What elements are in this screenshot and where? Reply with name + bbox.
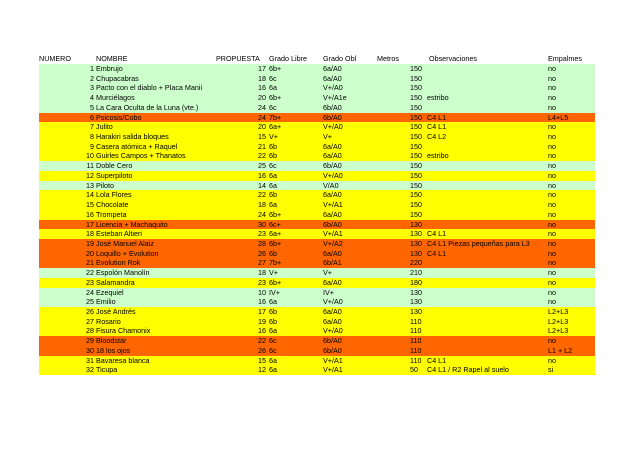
route-number: 27 — [86, 316, 94, 326]
route-metros: 130 — [410, 238, 422, 248]
route-metros: 150 — [410, 161, 422, 171]
route-number: 24 — [86, 287, 94, 297]
route-grado-obl: V+/A1 — [323, 365, 343, 375]
route-empalmes: no — [548, 219, 556, 229]
route-empalmes: no — [548, 93, 556, 103]
route-number: 19 — [86, 238, 94, 248]
route-propuesta: 24 — [258, 102, 266, 112]
route-metros: 150 — [410, 93, 422, 103]
route-grado-obl: 6a/A0 — [323, 306, 342, 316]
route-number: 3 — [90, 83, 94, 93]
route-propuesta: 20 — [258, 122, 266, 132]
route-metros: 150 — [410, 73, 422, 83]
route-grado-libre: 6c+ — [269, 219, 281, 229]
route-propuesta: 27 — [258, 258, 266, 268]
route-metros: 150 — [410, 180, 422, 190]
route-name: Casera atómica + Raquel — [96, 141, 178, 151]
route-metros: 150 — [410, 170, 422, 180]
route-number: 25 — [86, 297, 94, 307]
header-nombre: NOMBRE — [96, 54, 128, 63]
table-row — [0, 346, 640, 356]
route-metros: 110 — [410, 355, 422, 365]
route-name: Julito — [96, 122, 113, 132]
route-empalmes: no — [548, 229, 556, 239]
route-grado-libre: V+ — [269, 132, 278, 142]
route-grado-libre: V+ — [269, 268, 278, 278]
route-grado-libre: 6c — [269, 161, 277, 171]
header-empalmes: Empalmes — [548, 54, 582, 63]
table-row — [0, 317, 640, 327]
route-name: Piloto — [96, 180, 114, 190]
table-row — [0, 210, 640, 220]
route-grado-libre: 6c — [269, 102, 277, 112]
header-grado-obl: Grado Obl — [323, 54, 357, 63]
route-propuesta: 22 — [258, 151, 266, 161]
table-row — [0, 190, 640, 200]
route-grado-libre: 6c — [269, 73, 277, 83]
header-grado-libre: Grado Libre — [269, 54, 307, 63]
route-number: 32 — [86, 365, 94, 375]
route-number: 11 — [86, 161, 94, 171]
route-metros: 150 — [410, 122, 422, 132]
route-grado-libre: 6b — [269, 306, 277, 316]
route-propuesta: 20 — [258, 93, 266, 103]
route-empalmes: no — [548, 268, 556, 278]
route-empalmes: L2+L3 — [548, 306, 569, 316]
route-grado-obl: 6a/A0 — [323, 316, 342, 326]
header-numero: NUMERO — [39, 54, 71, 63]
route-number: 6 — [90, 112, 94, 122]
route-empalmes: no — [548, 102, 556, 112]
route-propuesta: 16 — [258, 170, 266, 180]
route-empalmes: no — [548, 336, 556, 346]
route-number: 14 — [86, 190, 94, 200]
route-metros: 220 — [410, 258, 422, 268]
route-empalmes: no — [548, 180, 556, 190]
route-metros: 130 — [410, 297, 422, 307]
route-propuesta: 25 — [258, 161, 266, 171]
route-number: 4 — [90, 93, 94, 103]
table-row — [0, 356, 640, 366]
table-row — [0, 142, 640, 152]
route-propuesta: 23 — [258, 229, 266, 239]
route-grado-libre: 6a — [269, 355, 277, 365]
route-grado-libre: 6c — [269, 336, 277, 346]
route-grado-libre: 6a — [269, 170, 277, 180]
route-propuesta: 16 — [258, 326, 266, 336]
table-row — [0, 220, 640, 230]
route-empalmes: no — [548, 73, 556, 83]
table-row — [0, 113, 640, 123]
route-grado-libre: 6b — [269, 151, 277, 161]
route-propuesta: 22 — [258, 336, 266, 346]
route-name: Pacto con el diablo + Placa Manii — [96, 83, 203, 93]
route-metros: 130 — [410, 248, 422, 258]
route-number: 28 — [86, 326, 94, 336]
route-metros: 110 — [410, 326, 422, 336]
route-name: Doble Cero — [96, 161, 133, 171]
table-row — [0, 83, 640, 93]
table-row — [0, 103, 640, 113]
route-empalmes: L2+L3 — [548, 326, 569, 336]
route-observaciones: estribo — [427, 93, 449, 103]
route-empalmes: no — [548, 64, 556, 73]
table-row — [0, 326, 640, 336]
route-grado-obl: IV+ — [323, 287, 334, 297]
table-row — [0, 278, 640, 288]
route-propuesta: 15 — [258, 355, 266, 365]
route-propuesta: 19 — [258, 316, 266, 326]
route-propuesta: 23 — [258, 277, 266, 287]
route-number: 23 — [86, 277, 94, 287]
route-grado-libre: 6b+ — [269, 64, 282, 73]
route-grado-obl: V+/A1 — [323, 229, 343, 239]
route-propuesta: 18 — [258, 268, 266, 278]
route-name: José Andrés — [96, 306, 136, 316]
route-name: Embrujo — [96, 64, 123, 73]
route-propuesta: 18 — [258, 73, 266, 83]
route-metros: 150 — [410, 190, 422, 200]
table-row — [0, 151, 640, 161]
route-grado-obl: 6a/A0 — [323, 151, 342, 161]
table-row — [0, 93, 640, 103]
table-row — [0, 229, 640, 239]
route-empalmes: no — [548, 151, 556, 161]
route-observaciones: C4 L1 — [427, 112, 447, 122]
route-name: Loquillo + Evolution — [96, 248, 159, 258]
route-name: Evolution Rok — [96, 258, 141, 268]
route-empalmes: no — [548, 297, 556, 307]
route-number: 31 — [86, 355, 94, 365]
route-empalmes: no — [548, 258, 556, 268]
route-grado-obl: V+/A0 — [323, 83, 343, 93]
route-grado-obl: 6a/A0 — [323, 277, 342, 287]
route-name: Rosario — [96, 316, 121, 326]
route-grado-obl: 6a/A0 — [323, 73, 342, 83]
route-propuesta: 17 — [258, 306, 266, 316]
route-observaciones: C4 L1 — [427, 229, 447, 239]
route-grado-libre: 6b+ — [269, 209, 282, 219]
route-grado-obl: 6b/A1 — [323, 258, 342, 268]
route-name: Ticupa — [96, 365, 118, 375]
route-number: 8 — [90, 132, 94, 142]
route-observaciones: C4 L1 — [427, 355, 447, 365]
route-propuesta: 16 — [258, 83, 266, 93]
route-grado-obl: 6b/A0 — [323, 112, 342, 122]
route-name: Fisura Chamonix — [96, 326, 151, 336]
table-row — [0, 297, 640, 307]
route-metros: 180 — [410, 277, 422, 287]
route-metros: 150 — [410, 132, 422, 142]
route-grado-obl: 6b/A0 — [323, 161, 342, 171]
route-empalmes: no — [548, 287, 556, 297]
route-number: 10 — [86, 151, 94, 161]
route-propuesta: 18 — [258, 200, 266, 210]
route-name: Ezequiel — [96, 287, 124, 297]
route-number: 7 — [90, 122, 94, 132]
route-propuesta: 21 — [258, 141, 266, 151]
route-metros: 110 — [410, 316, 422, 326]
route-grado-obl: V+/A1e — [323, 93, 347, 103]
route-metros: 130 — [410, 287, 422, 297]
route-number: 12 — [86, 170, 94, 180]
route-name: Licencia + Machaquito — [96, 219, 168, 229]
route-grado-obl: 6a/A0 — [323, 209, 342, 219]
route-metros: 110 — [410, 345, 422, 355]
route-metros: 150 — [410, 209, 422, 219]
route-name: Chocolate — [96, 200, 129, 210]
route-grado-libre: 6a — [269, 365, 277, 375]
route-name: Salamandra — [96, 277, 135, 287]
table-row — [0, 181, 640, 191]
route-grado-obl: V+/A0 — [323, 170, 343, 180]
route-metros: 110 — [410, 336, 422, 346]
route-name: Esteban Altieri — [96, 229, 142, 239]
route-number: 13 — [86, 180, 94, 190]
route-grado-libre: 6b — [269, 190, 277, 200]
route-name: Bavaresa blanca — [96, 355, 150, 365]
route-name: José Manuel Alaiz — [96, 238, 154, 248]
table-row — [0, 132, 640, 142]
route-empalmes: no — [548, 355, 556, 365]
route-number: 30 — [86, 345, 94, 355]
route-name: Trompeta — [96, 209, 127, 219]
route-number: 5 — [90, 102, 94, 112]
route-empalmes: L4+L5 — [548, 112, 569, 122]
route-propuesta: 12 — [258, 365, 266, 375]
route-name: La Cara Oculta de la Luna (vte.) — [96, 102, 199, 112]
header-metros: Metros — [377, 54, 399, 63]
table-row — [0, 74, 640, 84]
route-metros: 150 — [410, 64, 422, 73]
route-grado-libre: 6b — [269, 316, 277, 326]
route-name: Lola Flores — [96, 190, 132, 200]
route-grado-obl: 6b/A0 — [323, 345, 342, 355]
table-row — [0, 258, 640, 268]
header-propuesta: PROPUESTA — [216, 54, 260, 63]
route-observaciones: C4 L1 — [427, 122, 447, 132]
route-name: Harakiri salida bloques — [96, 132, 169, 142]
route-grado-obl: 6a/A0 — [323, 248, 342, 258]
route-propuesta: 30 — [258, 219, 266, 229]
route-observaciones: C4 L1 / R2 Rapel al suelo — [427, 365, 509, 375]
route-grado-obl: 6a/A0 — [323, 141, 342, 151]
route-empalmes: L2+L3 — [548, 316, 569, 326]
route-grado-libre: 6c — [269, 345, 277, 355]
route-grado-libre: 6b+ — [269, 238, 282, 248]
route-metros: 150 — [410, 83, 422, 93]
route-grado-obl: 6a/A0 — [323, 64, 342, 73]
route-empalmes: no — [548, 277, 556, 287]
route-metros: 130 — [410, 219, 422, 229]
route-grado-obl: V+ — [323, 132, 332, 142]
route-grado-libre: 6a — [269, 326, 277, 336]
route-grado-libre: 6a — [269, 200, 277, 210]
route-empalmes: si — [548, 365, 554, 375]
route-name: Bloodstar — [96, 336, 127, 346]
route-number: 17 — [86, 219, 94, 229]
table-row — [0, 64, 640, 74]
route-number: 9 — [90, 141, 94, 151]
table-row — [0, 288, 640, 298]
route-grado-obl: V+/A2 — [323, 238, 343, 248]
route-empalmes: no — [548, 132, 556, 142]
route-observaciones: C4 L1 — [427, 248, 447, 258]
table-row — [0, 161, 640, 171]
route-number: 29 — [86, 336, 94, 346]
header-row — [0, 54, 640, 64]
route-propuesta: 26 — [258, 248, 266, 258]
route-grado-obl: V+/A1 — [323, 355, 343, 365]
route-grado-libre: 6b+ — [269, 277, 282, 287]
table-row — [0, 307, 640, 317]
table-row — [0, 249, 640, 259]
route-empalmes: no — [548, 209, 556, 219]
route-name: Psicosis/Cobo — [96, 112, 142, 122]
route-observaciones: C4 L1 Piezas pequeñas para L3 — [427, 238, 530, 248]
route-empalmes: no — [548, 141, 556, 151]
table-row — [0, 200, 640, 210]
route-propuesta: 10 — [258, 287, 266, 297]
table-row — [0, 171, 640, 181]
route-empalmes: no — [548, 200, 556, 210]
route-empalmes: no — [548, 170, 556, 180]
route-grado-libre: 7b+ — [269, 258, 282, 268]
route-number: 21 — [86, 258, 94, 268]
table-row — [0, 239, 640, 249]
route-grado-obl: V+/A0 — [323, 122, 343, 132]
route-number: 15 — [86, 200, 94, 210]
route-metros: 150 — [410, 102, 422, 112]
route-metros: 50 — [410, 365, 418, 375]
route-empalmes: no — [548, 190, 556, 200]
route-number: 20 — [86, 248, 94, 258]
route-metros: 150 — [410, 112, 422, 122]
route-metros: 130 — [410, 229, 422, 239]
route-number: 16 — [86, 209, 94, 219]
route-metros: 150 — [410, 151, 422, 161]
route-propuesta: 24 — [258, 209, 266, 219]
route-name: Superpiloto — [96, 170, 133, 180]
route-propuesta: 15 — [258, 132, 266, 142]
route-name: Murciélagos — [96, 93, 135, 103]
route-grado-obl: 6b/A0 — [323, 219, 342, 229]
route-grado-libre: 6b+ — [269, 93, 282, 103]
route-propuesta: 22 — [258, 190, 266, 200]
route-name: Chupacabras — [96, 73, 139, 83]
route-empalmes: no — [548, 161, 556, 171]
header-observaciones: Observaciones — [429, 54, 477, 63]
route-metros: 150 — [410, 141, 422, 151]
table-row — [0, 365, 640, 375]
route-observaciones: C4 L2 — [427, 132, 447, 142]
route-grado-obl: V/A0 — [323, 180, 339, 190]
route-grado-obl: 6b/A0 — [323, 102, 342, 112]
route-propuesta: 14 — [258, 180, 266, 190]
table-row — [0, 122, 640, 132]
route-empalmes: L1 + L2 — [548, 345, 573, 355]
route-grado-obl: 6b/A0 — [323, 336, 342, 346]
route-empalmes: no — [548, 83, 556, 93]
route-metros: 130 — [410, 306, 422, 316]
route-grado-libre: 6a+ — [269, 122, 282, 132]
route-table-body — [0, 64, 640, 375]
route-grado-obl: V+/A0 — [323, 326, 343, 336]
route-grado-libre: IV+ — [269, 287, 280, 297]
route-number: 1 — [90, 64, 94, 73]
route-name: Espolón Manolín — [96, 268, 150, 278]
route-empalmes: no — [548, 238, 556, 248]
route-grado-libre: 6a — [269, 83, 277, 93]
route-propuesta: 17 — [258, 64, 266, 73]
table-row — [0, 268, 640, 278]
route-propuesta: 26 — [258, 345, 266, 355]
route-grado-obl: V+/A1 — [323, 200, 343, 210]
route-number: 26 — [86, 306, 94, 316]
route-empalmes: no — [548, 248, 556, 258]
route-grado-libre: 6a+ — [269, 229, 282, 239]
route-number: 2 — [90, 73, 94, 83]
route-name: Guirles Campos + Thanatos — [96, 151, 186, 161]
route-propuesta: 24 — [258, 112, 266, 122]
route-grado-libre: 6b — [269, 248, 277, 258]
route-name: 18 los ojos — [96, 345, 131, 355]
route-grado-libre: 6a — [269, 297, 277, 307]
route-propuesta: 28 — [258, 238, 266, 248]
route-empalmes: no — [548, 122, 556, 132]
route-grado-libre: 6b — [269, 141, 277, 151]
route-name: Emilio — [96, 297, 116, 307]
route-grado-obl: V+/A0 — [323, 297, 343, 307]
route-number: 22 — [86, 268, 94, 278]
route-grado-obl: 6a/A0 — [323, 190, 342, 200]
route-grado-libre: 6a — [269, 180, 277, 190]
table-row — [0, 336, 640, 346]
route-grado-libre: 7b+ — [269, 112, 282, 122]
route-grado-obl: V+ — [323, 268, 332, 278]
route-number: 18 — [86, 229, 94, 239]
route-observaciones: estribo — [427, 151, 449, 161]
route-metros: 150 — [410, 200, 422, 210]
route-metros: 210 — [410, 268, 422, 278]
route-propuesta: 16 — [258, 297, 266, 307]
